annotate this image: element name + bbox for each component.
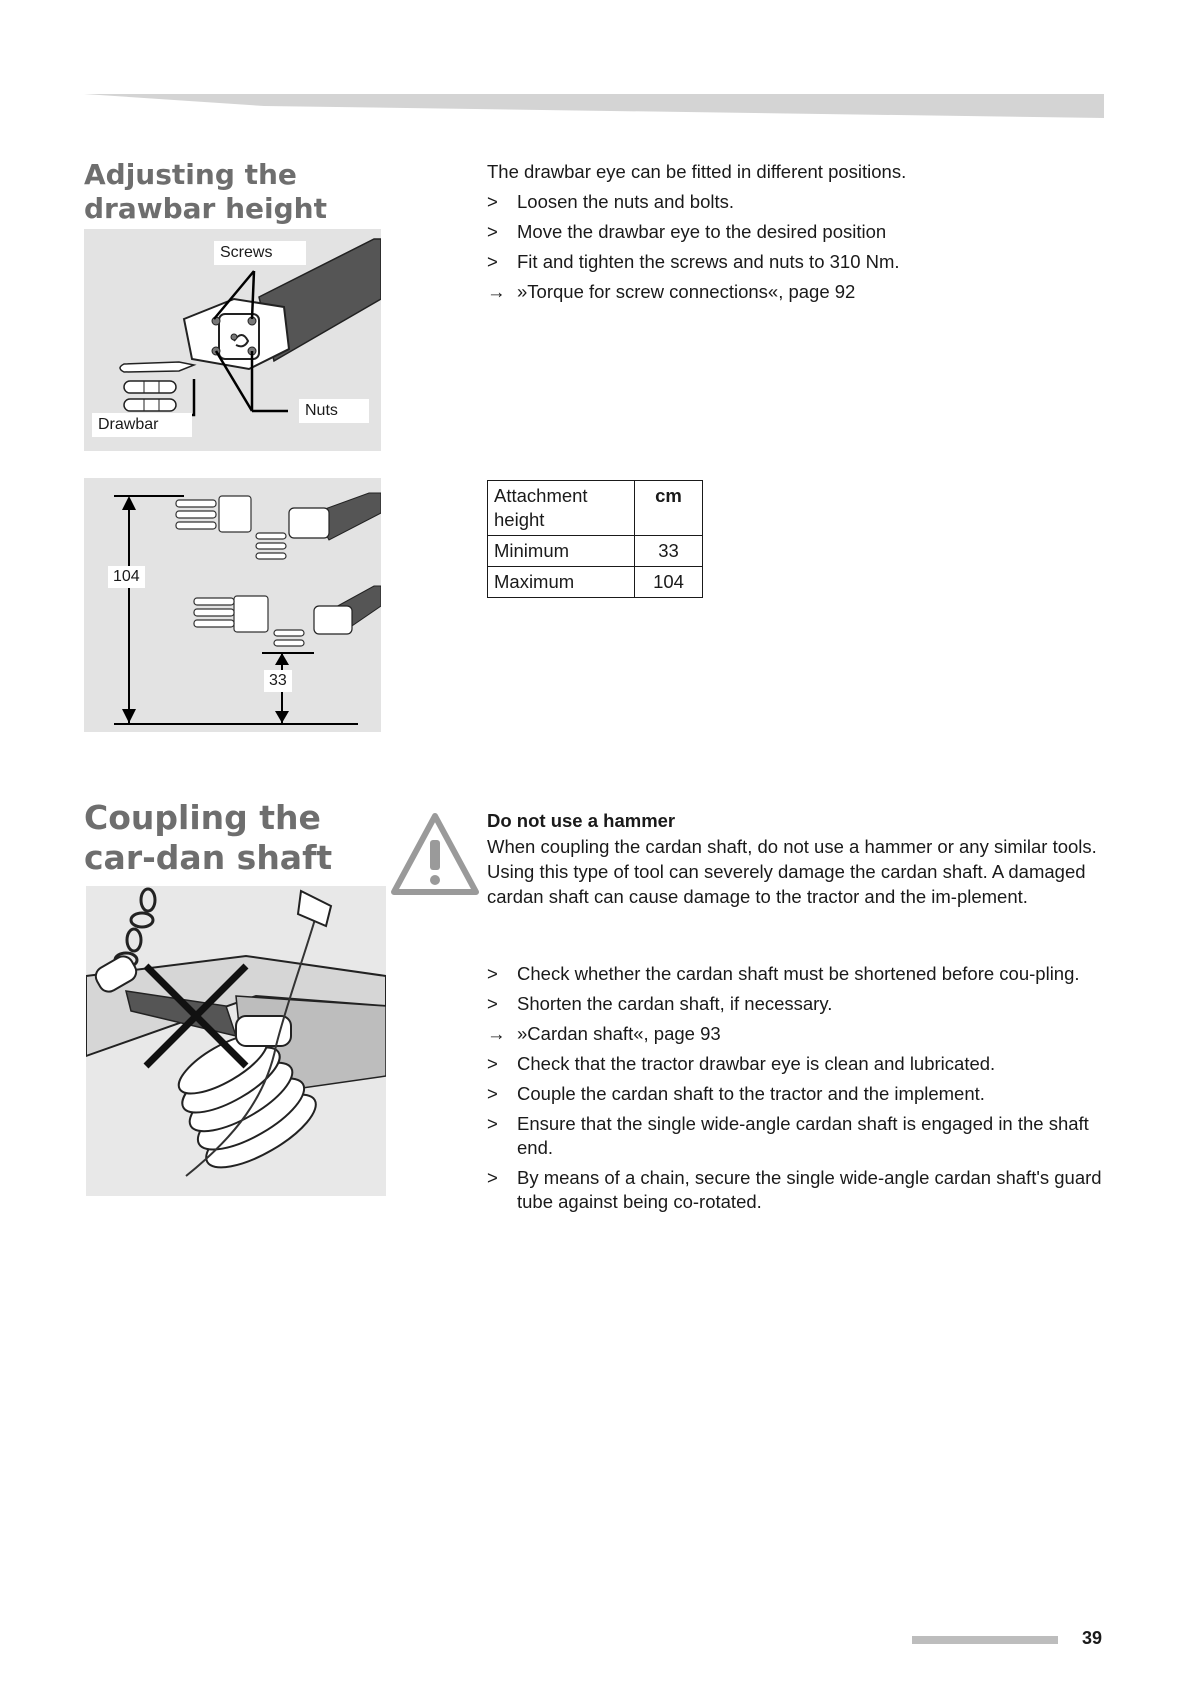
drawbar-steps-list bbox=[487, 190, 1127, 310]
list-item bbox=[487, 1112, 1112, 1160]
step-text: Ensure that the single wide-angle cardan shaft is engaged in the shaft end. bbox=[517, 1113, 1089, 1158]
label-min-height: 33 bbox=[264, 670, 292, 692]
step-marker: > bbox=[487, 1113, 498, 1134]
table-cell: Maximum bbox=[488, 567, 635, 598]
table-header-row bbox=[488, 481, 703, 536]
cross-reference-link[interactable]: »Torque for screw connections«, page 92 bbox=[517, 281, 856, 302]
table-header-cell: Attachment height bbox=[488, 481, 635, 536]
step-marker: > bbox=[487, 1083, 498, 1104]
step-marker: > bbox=[487, 191, 498, 212]
step-marker: → bbox=[487, 281, 506, 302]
step-text: Shorten the cardan shaft, if necessary. bbox=[517, 993, 833, 1014]
page-number: 39 bbox=[1082, 1628, 1103, 1648]
step-text: Couple the cardan shaft to the tractor and the implement. bbox=[517, 1083, 985, 1104]
label-screws: Screws bbox=[214, 241, 306, 265]
intro-text: The drawbar eye can be fitted in different positions. bbox=[487, 161, 907, 182]
step-marker: > bbox=[487, 1053, 498, 1074]
list-item bbox=[487, 962, 1112, 986]
label-nuts: Nuts bbox=[299, 399, 369, 423]
cardan-shaft-illustration bbox=[86, 886, 386, 1196]
list-item bbox=[487, 190, 1127, 214]
cardan-shaft-figure bbox=[86, 886, 386, 1196]
section-title-drawbar-height: Adjusting the drawbar height bbox=[84, 158, 327, 225]
list-item bbox=[487, 250, 1127, 274]
warning-icon bbox=[390, 812, 480, 896]
list-item bbox=[487, 220, 1127, 244]
step-marker: > bbox=[487, 221, 498, 242]
cross-reference-link[interactable]: »Cardan shaft«, page 93 bbox=[517, 1023, 721, 1044]
table-row bbox=[488, 536, 703, 567]
header-rule bbox=[84, 92, 1104, 118]
list-item bbox=[487, 992, 1112, 1016]
step-text: Move the drawbar eye to the desired position bbox=[517, 221, 887, 242]
step-text: Fit and tighten the screws and nuts to 310 Nm. bbox=[517, 251, 900, 272]
cardan-steps-list bbox=[487, 962, 1112, 1220]
list-item bbox=[487, 280, 1127, 304]
warning-title: Do not use a hammer bbox=[487, 810, 676, 831]
attachment-height-table-wrap bbox=[487, 480, 703, 598]
table-cell: Minimum bbox=[488, 536, 635, 567]
step-marker: → bbox=[487, 1023, 506, 1044]
attachment-height-figure bbox=[84, 478, 381, 732]
step-text: Loosen the nuts and bolts. bbox=[517, 191, 735, 212]
label-max-height: 104 bbox=[108, 566, 145, 588]
footer-rule bbox=[912, 1636, 1058, 1644]
attachment-height-table bbox=[487, 480, 703, 598]
section-title-cardan-shaft: Coupling the car-dan shaft bbox=[84, 798, 333, 877]
step-text: By means of a chain, secure the single wide-angle cardan shaft's guard tube against being co-rotated. bbox=[517, 1167, 1102, 1212]
step-marker: > bbox=[487, 1167, 498, 1188]
table-cell: 104 bbox=[635, 567, 703, 598]
step-marker: > bbox=[487, 993, 498, 1014]
height-range-illustration bbox=[84, 478, 381, 732]
table-cell: 33 bbox=[635, 536, 703, 567]
drawbar-figure bbox=[84, 229, 381, 451]
warning-text: When coupling the cardan shaft, do not use a hammer or any similar tools. Using this type of tool can severely damage the cardan shaft. A damaged cardan shaft can cause damage to the tractor and the im-plement. bbox=[487, 836, 1097, 907]
list-item bbox=[487, 1022, 1112, 1046]
step-text: Check that the tractor drawbar eye is clean and lubricated. bbox=[517, 1053, 996, 1074]
list-item bbox=[487, 1052, 1112, 1076]
list-item bbox=[487, 1082, 1112, 1106]
step-text: Check whether the cardan shaft must be shortened before cou-pling. bbox=[517, 963, 1080, 984]
label-drawbar: Drawbar bbox=[92, 413, 192, 437]
table-header-cell: cm bbox=[635, 481, 703, 536]
step-marker: > bbox=[487, 963, 498, 984]
table-row bbox=[488, 567, 703, 598]
list-item bbox=[487, 1166, 1112, 1214]
step-marker: > bbox=[487, 251, 498, 272]
